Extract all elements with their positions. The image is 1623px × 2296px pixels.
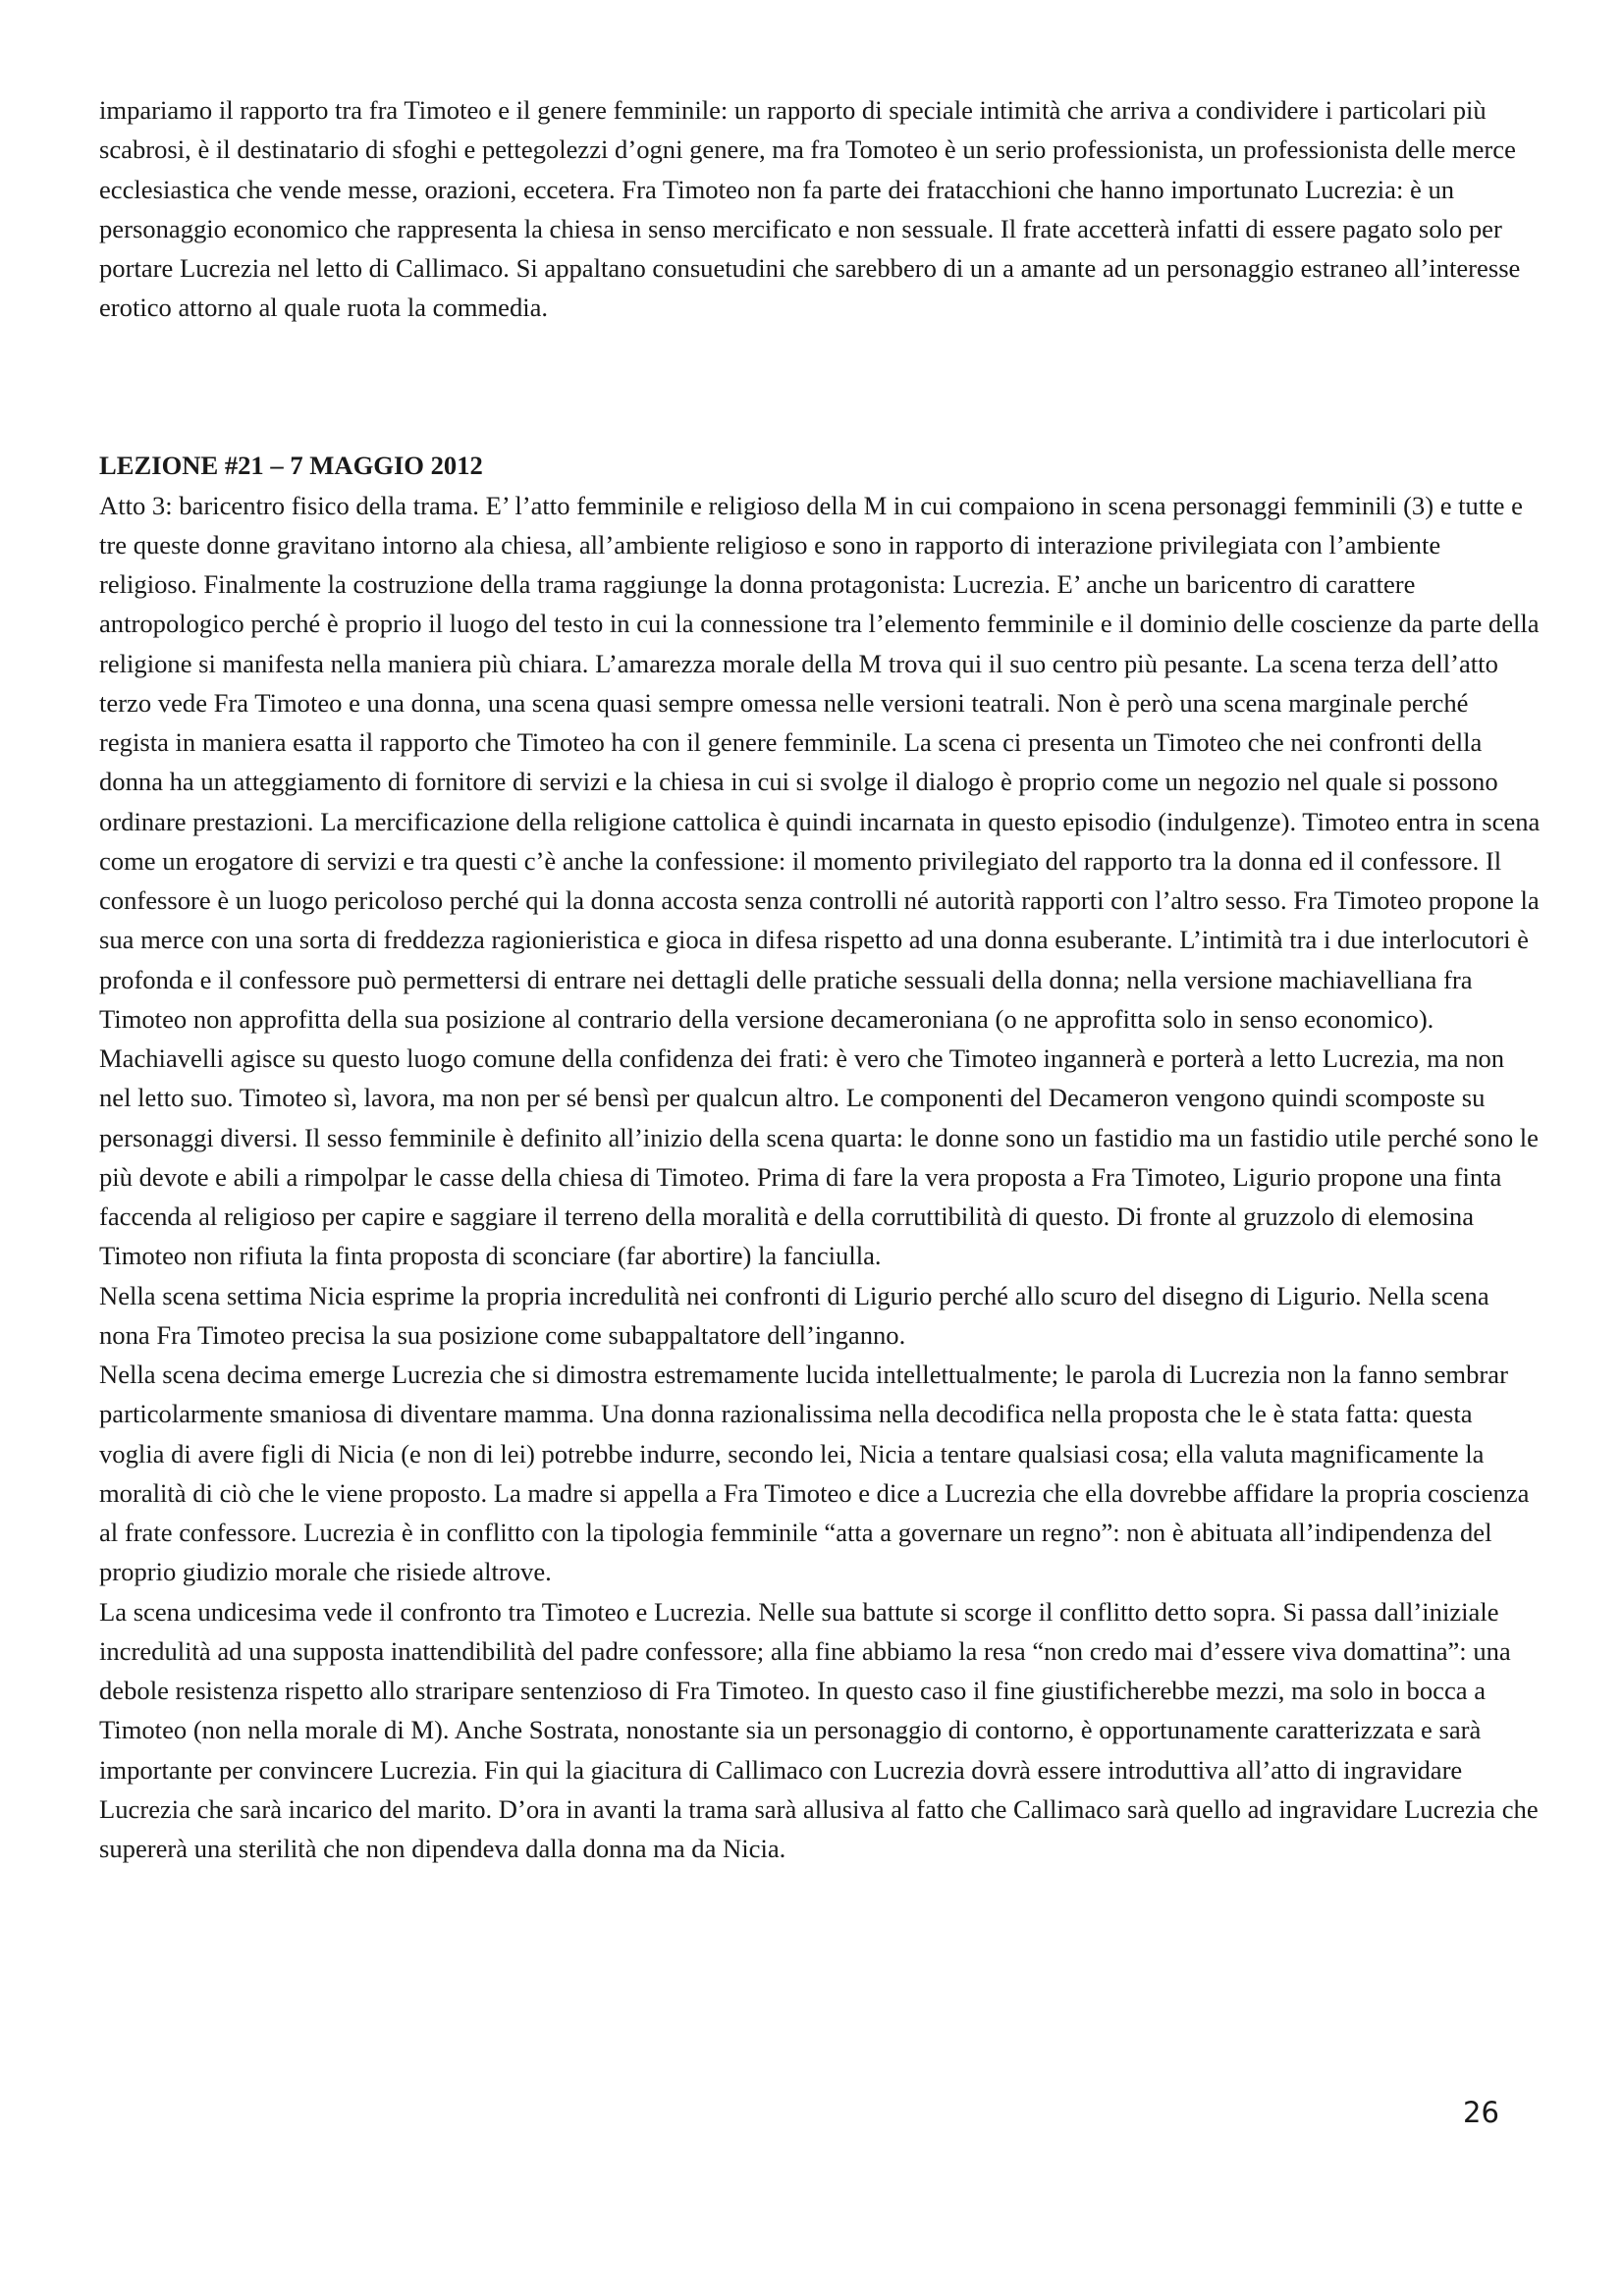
body-paragraph-scena-undicesima: La scena undicesima vede il confronto tra Timoteo e Lucrezia. Nelle sua battute si scorge il conflitto detto sopra. Si passa dall’iniziale incredulità ad una supposta inattendibilità del padre confessore; alla fine abbiamo la resa “non credo mai d’essere viva domattina”: una debole resistenza rispetto allo straripare sentenzioso di Fra Timoteo. In questo caso il fine giustificherebbe mezzi, ma solo in bocca a Timoteo (non nella morale di M). Anche Sostrata, nonostante sia un personaggio di contorno, è opportunamente caratterizzata e sarà importante per convincere Lucrezia. Fin qui la giacitura di Callimaco con Lucrezia dovrà essere introduttiva all’atto di ingravidare Lucrezia che sarà incarico del marito. D’ora in avanti la trama sarà allusiva al fatto che Callimaco sarà quello ad ingravidare Lucrezia che supererà una sterilità che non dipendeva dalla donna ma da Nicia.	[99, 1596, 1539, 1863]
document-page	[99, 90, 1542, 1868]
body-paragraph-scena-settima: Nella scena settima Nicia esprime la propria incredulità nei confronti di Ligurio perché allo scuro del disegno di Ligurio. Nella scena nona Fra Timoteo precisa la sua posizione come subappaltatore dell’inganno.	[99, 1280, 1489, 1350]
intro-paragraph: impariamo il rapporto tra fra Timoteo e il genere femminile: un rapporto di speciale intimità che arriva a condividere i particolari più scabrosi, è il destinatario di sfoghi e pettegolezzi d’ogni genere, ma fra Tomoteo è un serio professionista, un professionista delle merce ecclesiastica che vende messe, orazioni, eccetera. Fra Timoteo non fa parte dei fratacchioni che hanno importunato Lucrezia: è un personaggio economico che rappresenta la chiesa in senso mercificato e non sessuale. Il frate accetterà infatti di essere pagato solo per portare Lucrezia nel letto di Callimaco. Si appaltano consuetudini che sarebbero di un a amante ad un personaggio estraneo all’interesse erotico attorno al quale ruota la commedia.	[99, 95, 1521, 323]
body-paragraph-machiavelli: Machiavelli agisce su questo luogo comune della confidenza dei frati: è vero che Timoteo ingannerà e porterà a letto Lucrezia, ma non nel letto suo. Timoteo sì, lavora, ma non per sé bensì per qualcun altro. Le componenti del Decameron vengono quindi scomposte su personaggi diversi. Il sesso femminile è definito all’inizio della scena quarta: le donne sono un fastidio ma un fastidio utile perché sono le più devote e abili a rimpolpar le casse della chiesa di Timoteo. Prima di fare la vera proposta a Fra Timoteo, Ligurio propone una finta faccenda al religioso per capire e saggiare il terreno della moralità e della corruttibilità di questo. Di fronte al gruzzolo di elemosina Timoteo non rifiuta la finta proposta di sconciare (far abortire) la fanciulla.	[99, 1043, 1539, 1271]
page-number: 26	[1463, 2096, 1499, 2129]
lesson-heading: LEZIONE #21 – 7 MAGGIO 2012	[99, 451, 483, 481]
body-paragraph-atto-3: Atto 3: baricentro fisico della trama. E’ l’atto femminile e religioso della M in cui compaiono in scena personaggi femminili (3) e tutte e tre queste donne gravitano intorno ala chiesa, all’ambiente religioso e sono in rapporto di interazione privilegiata con l’ambiente religioso. Finalmente la costruzione della trama raggiunge la donna protagonista: Lucrezia. E’ anche un baricentro di carattere antropologico perché è proprio il luogo del testo in cui la connessione tra l’elemento femminile e il dominio delle coscienze da parte della religione si manifesta nella maniera più chiara. L’amarezza morale della M trova qui il suo centro più pesante. La scena terza dell’atto terzo vede Fra Timoteo e una donna, una scena quasi sempre omessa nelle versioni teatrali. Non è però una scena marginale perché regista in maniera esatta il rapporto che Timoteo ha con il genere femminile. La scena ci presenta un Timoteo che nei confronti della donna ha un atteggiamento di fornitore di servizi e la chiesa in cui si svolge il dialogo è proprio come un negozio nel quale si possono ordinare prestazioni. La mercificazione della religione cattolica è quindi incarnata in questo episodio (indulgenze). Timoteo entra in scena come un erogatore di servizi e tra questi c’è anche la confessione: il momento privilegiato del rapporto tra la donna ed il confessore. Il confessore è un luogo pericoloso perché qui la donna accosta senza controlli né autorità rapporti con l’altro sesso. Fra Timoteo propone la sua merce con una sorta di freddezza ragionieristica e gioca in difesa rispetto ad una donna esuberante. L’intimità tra i due interlocutori è profonda e il confessore può permettersi di entrare nei dettagli delle pratiche sessuali della donna; nella versione machiavelliana fra Timoteo non approfitta della sua posizione al contrario della versione decameroniana (o ne approfitta solo in senso economico).	[99, 490, 1541, 1034]
body-paragraph-scena-decima: Nella scena decima emerge Lucrezia che si dimostra estremamente lucida intellettualmente; le parola di Lucrezia non la fanno sembrar particolarmente smaniosa di diventare mamma. Una donna razionalissima nella decodifica nella proposta che le è stata fatta: questa voglia di avere figli di Nicia (e non di lei) potrebbe indurre, secondo lei, Nicia a tentare qualsiasi cosa; ella valuta magnificamente la moralità di ciò che le viene proposto. La madre si appella a Fra Timoteo e dice a Lucrezia che ella dovrebbe affidare la propria coscienza al frate confessore. Lucrezia è in conflitto con la tipologia femminile “atta a governare un regno”: non è abituata all’indipendenza del proprio giudizio morale che risiede altrove.	[99, 1360, 1530, 1587]
section-spacer	[99, 328, 1542, 447]
